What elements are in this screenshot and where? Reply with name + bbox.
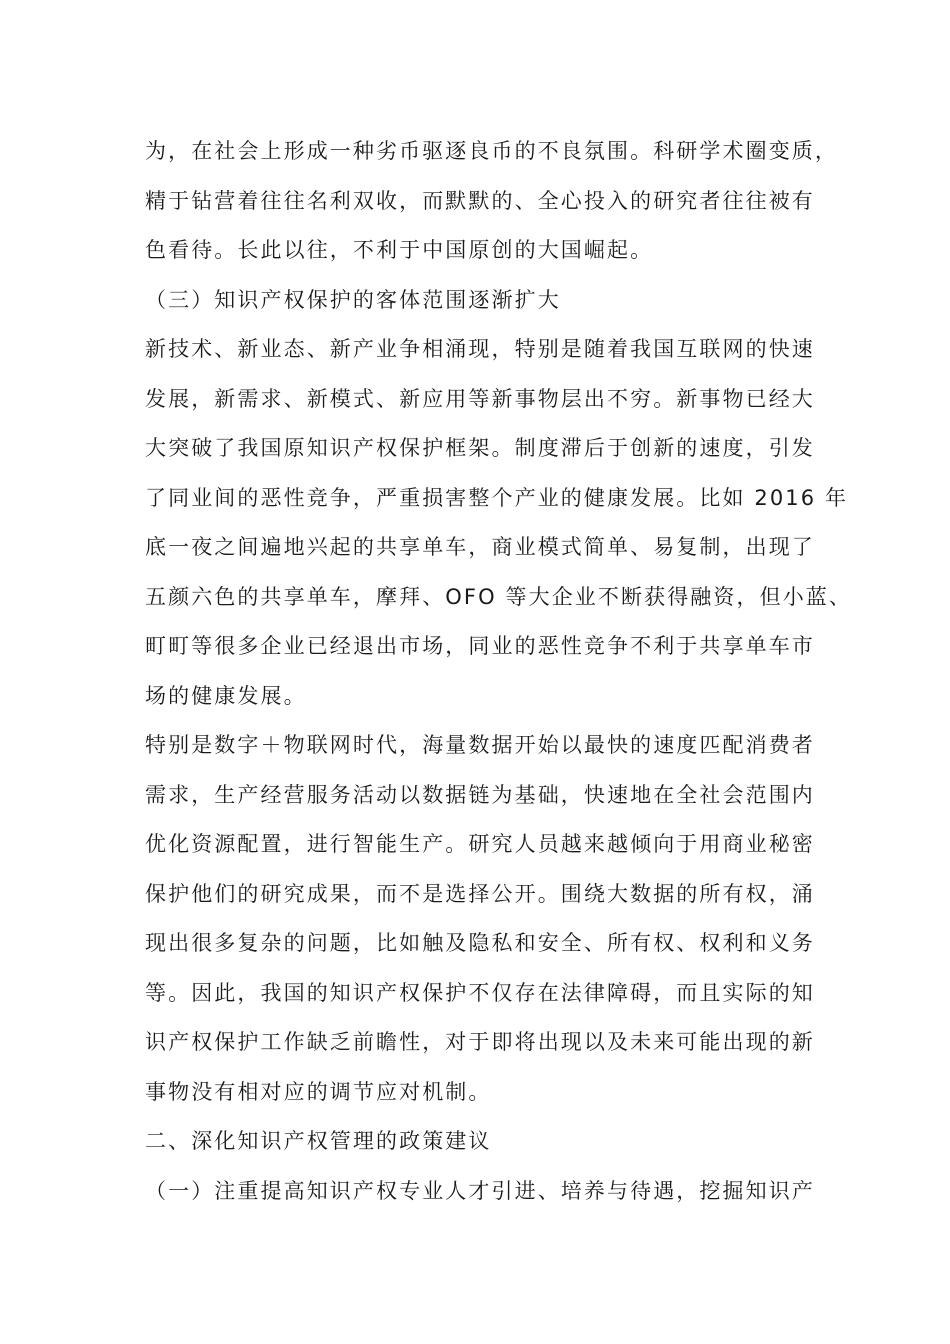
subsection-heading (145, 1167, 815, 1217)
text-line: 町町等很多企业已经退出市场，同业的恶性竞争不利于共享单车市 (145, 634, 815, 658)
text-line: 场的健康发展。 (145, 683, 307, 708)
text-line: 识产权保护工作缺乏前瞻性，对于即将出现以及未来可能出现的新 (145, 1030, 815, 1054)
section-heading (145, 1117, 810, 1167)
paragraph (145, 721, 815, 1117)
text-line: 新技术、新业态、新产业争相涌现，特别是随着我国互联网的快速 (145, 337, 815, 361)
paragraph (145, 325, 853, 721)
text-line: 了同业间的恶性竞争，严重损害整个产业的健康发展。比如 2016 年 (145, 485, 849, 510)
text-line: 色看待。长此以往，不利于中国原创的大国崛起。 (145, 238, 654, 262)
text-line: 需求，生产经营服务活动以数据链为基础，快速地在全社会范围内 (145, 782, 815, 807)
text-line: 等。因此，我国的知识产权保护不仅存在法律障碍，而且实际的知 (145, 980, 815, 1005)
section-heading (145, 276, 810, 326)
text-line: 优化资源配置，进行智能生产。研究人员越来越倾向于用商业秘密 (145, 832, 815, 856)
text-line: 精于钻营着往往名利双收，而默默的、全心投入的研究者往往被有 (145, 188, 815, 213)
heading-line: （三）知识产权保护的客体范围逐渐扩大 (145, 287, 561, 312)
text-line: 保护他们的研究成果，而不是选择公开。围绕大数据的所有权，涌 (145, 881, 815, 906)
heading-line: 二、深化知识产权管理的政策建议 (145, 1129, 492, 1153)
text-line: 五颜六色的共享单车，摩拜、OFO 等大企业不断获得融资，但小蓝、 (145, 584, 853, 609)
text-line: 大突破了我国原知识产权保护框架。制度滞后于创新的速度，引发 (145, 436, 815, 460)
text-line: 底一夜之间遍地兴起的共享单车，商业模式简单、易复制，出现了 (145, 535, 815, 559)
text-line: 事物没有相对应的调节应对机制。 (145, 1079, 492, 1104)
text-line: 发展，新需求、新模式、新应用等新事物层出不穷。新事物已经大 (145, 386, 815, 411)
paragraph (145, 127, 838, 276)
text-line: 特别是数字＋物联网时代，海量数据开始以最快的速度匹配消费者 (145, 733, 815, 757)
heading-line: （一）注重提高知识产权专业人才引进、培养与待遇，挖掘知识产 (145, 1178, 815, 1203)
text-line: 为，在社会上形成一种劣币驱逐良币的不良氛围。科研学术圈变质， (145, 139, 838, 163)
text-line: 现出很多复杂的问题，比如触及隐私和安全、所有权、权利和义务 (145, 931, 815, 955)
document-body (145, 127, 853, 1216)
